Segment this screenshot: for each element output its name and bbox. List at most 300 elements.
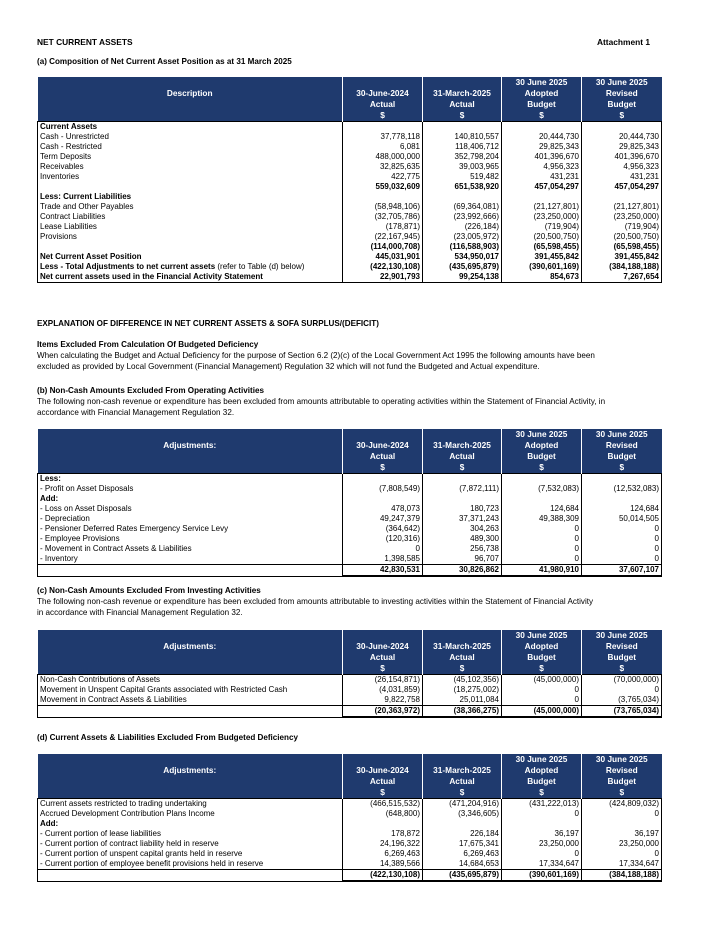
b-value-col4: 124,684: [582, 504, 662, 514]
c-value-col4: (3,765,034): [582, 695, 662, 706]
a-value-col2: (23,992,666): [423, 212, 502, 222]
section-b-text-2: accordance with Financial Management Regulation 32.: [37, 408, 235, 417]
d-col3-header-l1: Adopted: [502, 765, 582, 776]
c-value-col3: 0: [502, 685, 582, 695]
row-label-text: Current Assets: [40, 122, 98, 131]
b-value-col4: 0: [582, 554, 662, 565]
a-value-col1: 37,778,118: [343, 132, 423, 142]
d-value-col2: 6,269,463: [423, 849, 502, 859]
d-row-label: [38, 829, 343, 839]
a-value-col3: 431,231: [502, 172, 582, 182]
c-col2-header-top: [423, 630, 502, 641]
c-col3-header-l2: Budget: [502, 652, 582, 663]
d-value-col4: 17,334,647: [582, 859, 662, 870]
a-value-col4: 7,267,654: [582, 272, 662, 283]
a-value-col4: 29,825,343: [582, 142, 662, 152]
b-row: [38, 534, 662, 544]
a-row: [38, 242, 662, 252]
a-row-label: [38, 262, 343, 272]
d-col3-header-l3: $: [502, 787, 582, 799]
c-row: [38, 695, 662, 706]
row-label-text: - Current portion of lease liabilities: [40, 829, 161, 838]
b-value-col4: 0: [582, 534, 662, 544]
b-value-col1: [343, 494, 423, 504]
b-row: [38, 484, 662, 494]
row-label-text: Cash - Unrestricted: [40, 132, 109, 141]
section-c-text-1: The following non-cash revenue or expenditure has been excluded from amounts attributable to investing activities within the Statement of Financial Activity: [37, 597, 594, 606]
b-col3-header-l3: $: [502, 462, 582, 474]
section-b-text-1: The following non-cash revenue or expenditure has been excluded from amounts attributable to operating activities within the Statement of Financial Activity, in: [37, 397, 606, 406]
page-header: [37, 37, 650, 47]
d-value-col3: 0: [502, 849, 582, 859]
a-col4-header-l1: Revised: [582, 88, 662, 99]
a-value-col2: (226,184): [423, 222, 502, 232]
a-row: [38, 132, 662, 142]
b-value-col3: (7,532,083): [502, 484, 582, 494]
d-value-col3: (431,222,013): [502, 799, 582, 810]
c-col1-header-top: [343, 630, 423, 641]
a-value-col3: (65,598,455): [502, 242, 582, 252]
b-value-col4: 50,014,505: [582, 514, 662, 524]
a-value-col2: (116,588,903): [423, 242, 502, 252]
b-value-col2: 30,826,862: [423, 565, 502, 577]
b-row: [38, 514, 662, 524]
a-value-col1: [343, 122, 423, 133]
a-value-col3: 391,455,842: [502, 252, 582, 262]
d-value-col1: 24,196,322: [343, 839, 423, 849]
a-col4-header-l2: Budget: [582, 99, 662, 110]
b-value-col4: (12,532,083): [582, 484, 662, 494]
b-col3-header-l1: Adopted: [502, 440, 582, 451]
c-value-col4: 0: [582, 685, 662, 695]
row-label-text: Add:: [40, 819, 59, 828]
a-row: [38, 202, 662, 212]
b-col3-header-l2: Budget: [502, 451, 582, 462]
a-value-col1: 422,775: [343, 172, 423, 182]
a-value-col4: (384,188,188): [582, 262, 662, 272]
d-value-col2: 14,684,653: [423, 859, 502, 870]
section-c-heading: (c) Non-Cash Amounts Excluded From Investing Activities: [37, 586, 261, 595]
d-value-col4: (384,188,188): [582, 870, 662, 882]
a-value-col1: (22,167,945): [343, 232, 423, 242]
a-value-col1: [343, 192, 423, 202]
a-value-col4: (719,904): [582, 222, 662, 232]
a-value-col3: (23,250,000): [502, 212, 582, 222]
row-label-text: - Depreciation: [40, 514, 90, 523]
excluded-items-table: [37, 754, 662, 882]
c-row-label: [38, 675, 343, 686]
c-header-blank: [38, 663, 343, 675]
b-value-col2: [423, 474, 502, 485]
a-row-label: [38, 132, 343, 142]
a-value-col4: 391,455,842: [582, 252, 662, 262]
d-col2-header-l3: $: [423, 787, 502, 799]
a-col2-header-l2: Actual: [423, 99, 502, 110]
a-row: [38, 162, 662, 172]
b-value-col1: (7,808,549): [343, 484, 423, 494]
c-col4-header-l3: $: [582, 663, 662, 675]
d-value-col2: (471,204,916): [423, 799, 502, 810]
b-value-col1: (364,642): [343, 524, 423, 534]
a-value-col3: 29,825,343: [502, 142, 582, 152]
b-value-col3: 0: [502, 554, 582, 565]
c-value-col1: (20,363,972): [343, 706, 423, 718]
a-row-label: [38, 202, 343, 212]
d-value-col2: 226,184: [423, 829, 502, 839]
row-label-text: - Movement in Contract Assets & Liabilities: [40, 544, 192, 553]
row-label-text: Provisions: [40, 232, 77, 241]
b-value-col2: 96,707: [423, 554, 502, 565]
b-row-label: [38, 524, 343, 534]
d-col2-header-top: [423, 754, 502, 765]
c-value-col1: (26,154,871): [343, 675, 423, 686]
row-label-text: - Inventory: [40, 554, 78, 563]
row-label-text: Trade and Other Payables: [40, 202, 134, 211]
a-value-col1: 6,081: [343, 142, 423, 152]
page-title: NET CURRENT ASSETS: [37, 37, 133, 47]
row-label-text: Net current assets used in the Financial Activity Statement: [40, 272, 263, 281]
b-value-col4: [582, 474, 662, 485]
d-value-col1: 14,389,566: [343, 859, 423, 870]
a-row: [38, 142, 662, 152]
d-row-label: [38, 839, 343, 849]
b-value-col1: 49,247,379: [343, 514, 423, 524]
d-desc-header: Adjustments:: [38, 765, 343, 776]
a-col3-header-l2: Budget: [502, 99, 582, 110]
row-label-text: - Current portion of contract liability held in reserve: [40, 839, 219, 848]
c-value-col3: 0: [502, 695, 582, 706]
a-col1-header-l2: Actual: [343, 99, 423, 110]
d-row-label: [38, 819, 343, 829]
d-value-col2: 17,675,341: [423, 839, 502, 849]
b-row-label: [38, 534, 343, 544]
a-row-label: [38, 122, 343, 133]
row-label-text: Contract Liabilities: [40, 212, 106, 221]
d-row-label: [38, 849, 343, 859]
d-row-label: [38, 809, 343, 819]
attachment-label: Attachment 1: [596, 37, 650, 47]
b-value-col3: [502, 494, 582, 504]
b-col1-header-l2: Actual: [343, 451, 423, 462]
a-value-col1: 559,032,609: [343, 182, 423, 192]
a-row: [38, 272, 662, 283]
d-value-col2: (435,695,879): [423, 870, 502, 882]
d-header-blank: [38, 754, 343, 765]
a-value-col4: 431,231: [582, 172, 662, 182]
a-row-label: [38, 162, 343, 172]
d-row: [38, 839, 662, 849]
b-col4-header-l2: Budget: [582, 451, 662, 462]
d-value-col2: (3,346,605): [423, 809, 502, 819]
c-row-label: [38, 706, 343, 718]
b-col1-header-l3: $: [343, 462, 423, 474]
row-label-text: Less:: [40, 474, 61, 483]
d-value-col4: (424,809,032): [582, 799, 662, 810]
c-col2-header-l1: 31-March-2025: [423, 641, 502, 652]
b-value-col3: 0: [502, 544, 582, 554]
d-value-col1: (422,130,108): [343, 870, 423, 882]
items-excluded-text-2: excluded as provided by Local Government (Financial Management) Regulation 32 which will not fund the Budgeted and Actual expenditure.: [37, 362, 540, 371]
c-col2-header-l2: Actual: [423, 652, 502, 663]
a-value-col3: (390,601,169): [502, 262, 582, 272]
d-col2-header-l2: Actual: [423, 776, 502, 787]
items-excluded-heading: Items Excluded From Calculation Of Budgeted Deficiency: [37, 340, 259, 349]
a-value-col3: [502, 122, 582, 133]
c-col1-header-l3: $: [343, 663, 423, 675]
a-value-col1: 488,000,000: [343, 152, 423, 162]
c-col3-header-top: 30 June 2025: [502, 630, 582, 641]
section-a-heading: (a) Composition of Net Current Asset Position as at 31 March 2025: [37, 57, 292, 66]
row-label-text: Less: Current Liabilities: [40, 192, 132, 201]
row-label-text: - Pensioner Deferred Rates Emergency Service Levy: [40, 524, 229, 533]
b-value-col3: 49,388,309: [502, 514, 582, 524]
b-row-label: [38, 554, 343, 565]
c-header-blank: [38, 630, 343, 641]
investing-adjustments-table: [37, 630, 662, 718]
row-label-text: Movement in Contract Assets & Liabilities: [40, 695, 187, 704]
c-col1-header-l1: 30-June-2024: [343, 641, 423, 652]
d-col2-header-l1: 31-March-2025: [423, 765, 502, 776]
c-col3-header-l3: $: [502, 663, 582, 675]
c-col2-header-l3: $: [423, 663, 502, 675]
b-value-col3: 0: [502, 524, 582, 534]
a-col1-header-top: [343, 77, 423, 88]
items-excluded-text-1: When calculating the Budget and Actual Deficiency for the purpose of Section 6.2 (2)(c) of the Local Government Act 1995 the following amounts have been: [37, 351, 595, 360]
d-row: [38, 870, 662, 882]
b-row-label: [38, 565, 343, 577]
a-col2-header-l1: 31-March-2025: [423, 88, 502, 99]
row-label-text: Term Deposits: [40, 152, 92, 161]
a-header-blank: [38, 77, 343, 88]
b-row-label: [38, 504, 343, 514]
c-value-col2: (18,275,002): [423, 685, 502, 695]
a-value-col3: 401,396,670: [502, 152, 582, 162]
d-col3-header-top: 30 June 2025: [502, 754, 582, 765]
d-value-col3: 36,197: [502, 829, 582, 839]
a-value-col2: 519,482: [423, 172, 502, 182]
d-col4-header-l2: Budget: [582, 776, 662, 787]
a-value-col4: 457,054,297: [582, 182, 662, 192]
c-col3-header-l1: Adopted: [502, 641, 582, 652]
c-col1-header-l2: Actual: [343, 652, 423, 663]
a-row-label: [38, 272, 343, 283]
a-value-col2: [423, 122, 502, 133]
d-value-col3: [502, 819, 582, 829]
a-row-label: [38, 222, 343, 232]
a-desc-header: Description: [38, 88, 343, 99]
b-row: [38, 554, 662, 565]
a-row: [38, 192, 662, 202]
row-label-text: - Current portion of unspent capital grants held in reserve: [40, 849, 243, 858]
row-label-note: (refer to Table (d) below): [215, 262, 305, 271]
b-value-col1: 1,398,585: [343, 554, 423, 565]
c-value-col1: (4,031,859): [343, 685, 423, 695]
explanation-heading: EXPLANATION OF DIFFERENCE IN NET CURRENT ASSETS & SOFA SURPLUS/(DEFICIT): [37, 319, 379, 328]
a-value-col3: (21,127,801): [502, 202, 582, 212]
a-col3-header-l1: Adopted: [502, 88, 582, 99]
d-value-col4: 36,197: [582, 829, 662, 839]
a-row: [38, 152, 662, 162]
b-col1-header-l1: 30-June-2024: [343, 440, 423, 451]
d-value-col3: 0: [502, 809, 582, 819]
row-label-text: Non-Cash Contributions of Assets: [40, 675, 161, 684]
row-label-text: Accrued Development Contribution Plans Income: [40, 809, 215, 818]
row-label-text: - Employee Provisions: [40, 534, 120, 543]
c-value-col3: (45,000,000): [502, 675, 582, 686]
d-value-col4: 23,250,000: [582, 839, 662, 849]
d-value-col4: 0: [582, 809, 662, 819]
a-row-label: [38, 192, 343, 202]
b-row-label: [38, 514, 343, 524]
row-label-text: Lease Liabilities: [40, 222, 97, 231]
a-row-label: [38, 212, 343, 222]
d-row: [38, 859, 662, 870]
a-row: [38, 172, 662, 182]
d-value-col1: 178,872: [343, 829, 423, 839]
b-col3-header-top: 30 June 2025: [502, 429, 582, 440]
a-col3-header-top: 30 June 2025: [502, 77, 582, 88]
a-col1-header-l3: $: [343, 110, 423, 122]
d-value-col1: 6,269,463: [343, 849, 423, 859]
d-row: [38, 809, 662, 819]
a-row: [38, 262, 662, 272]
b-row: [38, 565, 662, 577]
b-value-col1: 42,830,531: [343, 565, 423, 577]
a-value-col1: (58,948,106): [343, 202, 423, 212]
row-label-text: Movement in Unspent Capital Grants associated with Restricted Cash: [40, 685, 288, 694]
c-value-col2: (45,102,356): [423, 675, 502, 686]
a-header-blank: [38, 110, 343, 122]
b-value-col2: 180,723: [423, 504, 502, 514]
a-row: [38, 222, 662, 232]
b-col2-header-top: [423, 429, 502, 440]
b-value-col4: [582, 494, 662, 504]
c-value-col1: 9,822,758: [343, 695, 423, 706]
c-col4-header-top: 30 June 2025: [582, 630, 662, 641]
d-col4-header-l1: Revised: [582, 765, 662, 776]
row-label-text: Cash - Restricted: [40, 142, 102, 151]
b-col2-header-l2: Actual: [423, 451, 502, 462]
c-value-col2: (38,366,275): [423, 706, 502, 718]
b-row-label: [38, 494, 343, 504]
a-value-col4: (65,598,455): [582, 242, 662, 252]
a-row-label: [38, 252, 343, 262]
a-row-label: [38, 182, 343, 192]
d-value-col4: [582, 819, 662, 829]
section-c-text-2: in accordance with Financial Management Regulation 32.: [37, 608, 243, 617]
section-b-heading: (b) Non-Cash Amounts Excluded From Operating Activities: [37, 386, 264, 395]
c-value-col4: (73,765,034): [582, 706, 662, 718]
a-value-col4: (23,250,000): [582, 212, 662, 222]
a-value-col1: (178,871): [343, 222, 423, 232]
a-value-col3: (719,904): [502, 222, 582, 232]
row-label-text: Inventories: [40, 172, 80, 181]
a-row-label: [38, 232, 343, 242]
a-col2-header-l3: $: [423, 110, 502, 122]
a-value-col2: (69,364,081): [423, 202, 502, 212]
a-value-col3: (20,500,750): [502, 232, 582, 242]
a-row-label: [38, 172, 343, 182]
d-value-col1: (466,515,532): [343, 799, 423, 810]
c-value-col2: 25,011,084: [423, 695, 502, 706]
b-value-col1: [343, 474, 423, 485]
b-row-label: [38, 474, 343, 485]
row-label-text: Less - Total Adjustments to net current assets: [40, 262, 216, 271]
d-value-col4: 0: [582, 849, 662, 859]
a-value-col4: [582, 192, 662, 202]
d-row: [38, 819, 662, 829]
a-value-col2: 651,538,920: [423, 182, 502, 192]
c-col4-header-l1: Revised: [582, 641, 662, 652]
a-value-col2: 352,798,204: [423, 152, 502, 162]
a-value-col2: 534,950,017: [423, 252, 502, 262]
a-col3-header-l3: $: [502, 110, 582, 122]
d-value-col3: (390,601,169): [502, 870, 582, 882]
c-desc-header: Adjustments:: [38, 641, 343, 652]
row-label-text: - Profit on Asset Disposals: [40, 484, 134, 493]
b-row: [38, 504, 662, 514]
a-row: [38, 252, 662, 262]
a-value-col4: [582, 122, 662, 133]
b-col2-header-l3: $: [423, 462, 502, 474]
d-col4-header-top: 30 June 2025: [582, 754, 662, 765]
d-value-col2: [423, 819, 502, 829]
b-value-col3: [502, 474, 582, 485]
b-row: [38, 544, 662, 554]
c-col4-header-l2: Budget: [582, 652, 662, 663]
d-row: [38, 849, 662, 859]
a-value-col4: (21,127,801): [582, 202, 662, 212]
b-value-col3: 124,684: [502, 504, 582, 514]
b-value-col1: (120,316): [343, 534, 423, 544]
b-desc-header: Adjustments:: [38, 440, 343, 451]
a-header-blank: [38, 99, 343, 110]
row-label-text: - Loss on Asset Disposals: [40, 504, 132, 513]
c-row: [38, 675, 662, 686]
d-row-label: [38, 870, 343, 882]
b-col1-header-top: [343, 429, 423, 440]
b-value-col1: 478,073: [343, 504, 423, 514]
a-value-col3: 457,054,297: [502, 182, 582, 192]
a-value-col2: (435,695,879): [423, 262, 502, 272]
a-row-label: [38, 242, 343, 252]
d-row: [38, 799, 662, 810]
a-value-col1: 445,031,901: [343, 252, 423, 262]
a-value-col1: (114,000,708): [343, 242, 423, 252]
b-value-col2: (7,872,111): [423, 484, 502, 494]
b-value-col2: 304,263: [423, 524, 502, 534]
a-value-col1: 22,901,793: [343, 272, 423, 283]
a-value-col4: (20,500,750): [582, 232, 662, 242]
d-value-col3: 23,250,000: [502, 839, 582, 849]
row-label-text: Net Current Asset Position: [40, 252, 142, 261]
a-value-col2: [423, 192, 502, 202]
b-header-blank: [38, 429, 343, 440]
b-value-col1: 0: [343, 544, 423, 554]
d-value-col1: [343, 819, 423, 829]
d-value-col3: 17,334,647: [502, 859, 582, 870]
a-col4-header-l3: $: [582, 110, 662, 122]
row-label-text: Current assets restricted to trading undertaking: [40, 799, 207, 808]
c-header-blank: [38, 652, 343, 663]
c-row-label: [38, 695, 343, 706]
a-value-col1: 32,825,635: [343, 162, 423, 172]
b-header-blank: [38, 451, 343, 462]
a-col2-header-top: [423, 77, 502, 88]
b-col4-header-l3: $: [582, 462, 662, 474]
a-row: [38, 232, 662, 242]
a-value-col2: (23,005,972): [423, 232, 502, 242]
